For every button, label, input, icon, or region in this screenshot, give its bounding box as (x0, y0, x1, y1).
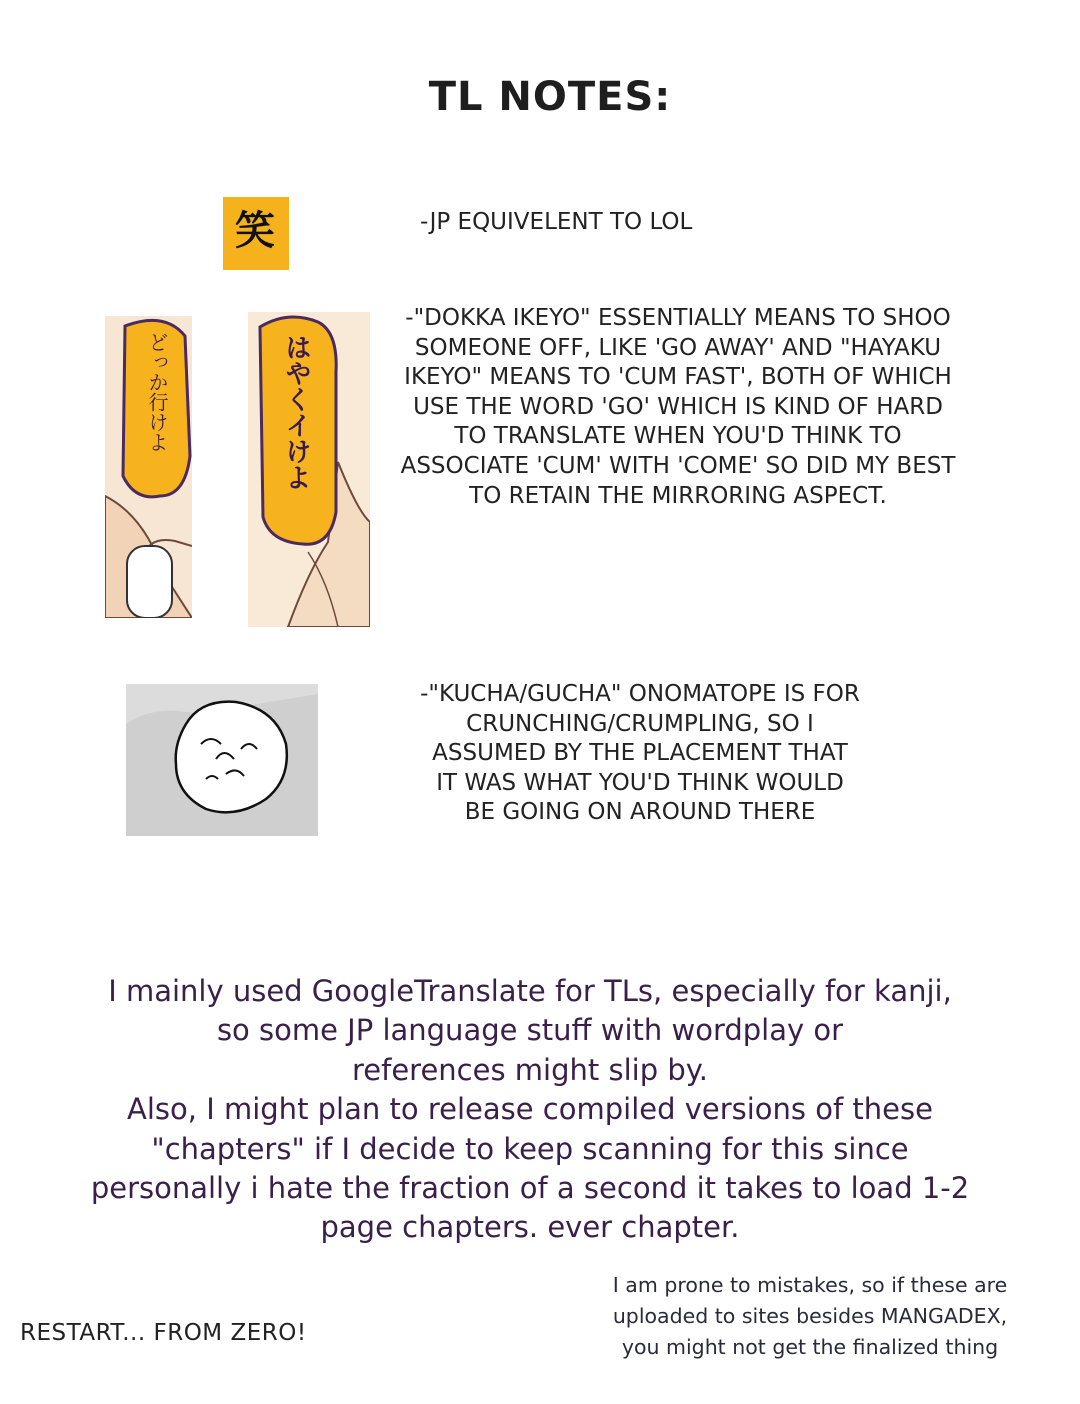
footer-tagline: RESTART... FROM ZERO! (20, 1320, 307, 1346)
note-dokka-hayaku-text: -"DOKKA IKEYO" ESSENTIALLY MEANS TO SHOO SOMEONE OFF, LIKE 'GO AWAY' AND "HAYAKU IKEYO" MEANS TO 'CUM FAST', BOTH OF WHICH USE THE WORD 'GO' WHICH IS KIND OF HARD TO TRANSLATE WHEN YOU'D THINK TO ASSOCIATE 'CUM' WITH 'COME' SO DID MY BEST TO RETAIN THE MIRRORING ASPECT. (400, 305, 956, 509)
disclaimer-line: you might not get the finalized thing (621, 1335, 999, 1359)
disclaimer (540, 1270, 1080, 1363)
hayaku-bubble-text: はやくイけよ (281, 334, 311, 490)
paragraph-line: so some JP language stuff with wordplay or (216, 1013, 844, 1048)
disclaimer-line: uploaded to sites besides MANGADEX, (612, 1304, 1008, 1328)
disclaimer-line: I am prone to mistakes, so if these are (612, 1273, 1008, 1297)
note-lol-text: -JP EQUIVELENT TO LOL (420, 209, 693, 235)
hayaku-ikeyo-panel (248, 312, 370, 627)
paragraph-line: page chapters. ever chapter. (320, 1210, 740, 1245)
kucha-onomatope-panel (126, 684, 318, 836)
paragraph-line: personally i hate the fraction of a second it takes to load 1-2 (90, 1171, 970, 1206)
kucha-panel-art (126, 684, 318, 836)
paragraph-line: "chapters" if I decide to keep scanning for this since (151, 1131, 909, 1166)
page-title: TL NOTES: (428, 74, 672, 120)
note-kucha-text: -"KUCHA/GUCHA" ONOMATOPE IS FOR CRUNCHING/CRUMPLING, SO I ASSUMED BY THE PLACEMENT THAT IT WAS WHAT YOU'D THINK WOULD BE GOING ON AROUND THERE (420, 681, 860, 826)
dokka-bubble-text: どっか行けよ (145, 332, 169, 452)
dokka-ikeyo-panel (105, 316, 192, 618)
translator-paragraph (10, 972, 1050, 1248)
paragraph-line: I mainly used GoogleTranslate for TLs, especially for kanji, (108, 974, 952, 1008)
paragraph-line: references might slip by. (352, 1052, 708, 1087)
paragraph-line: Also, I might plan to release compiled versions of these (127, 1092, 933, 1127)
kanji-lol-image (223, 197, 289, 270)
kanji-glyph: 笑 (235, 208, 275, 254)
